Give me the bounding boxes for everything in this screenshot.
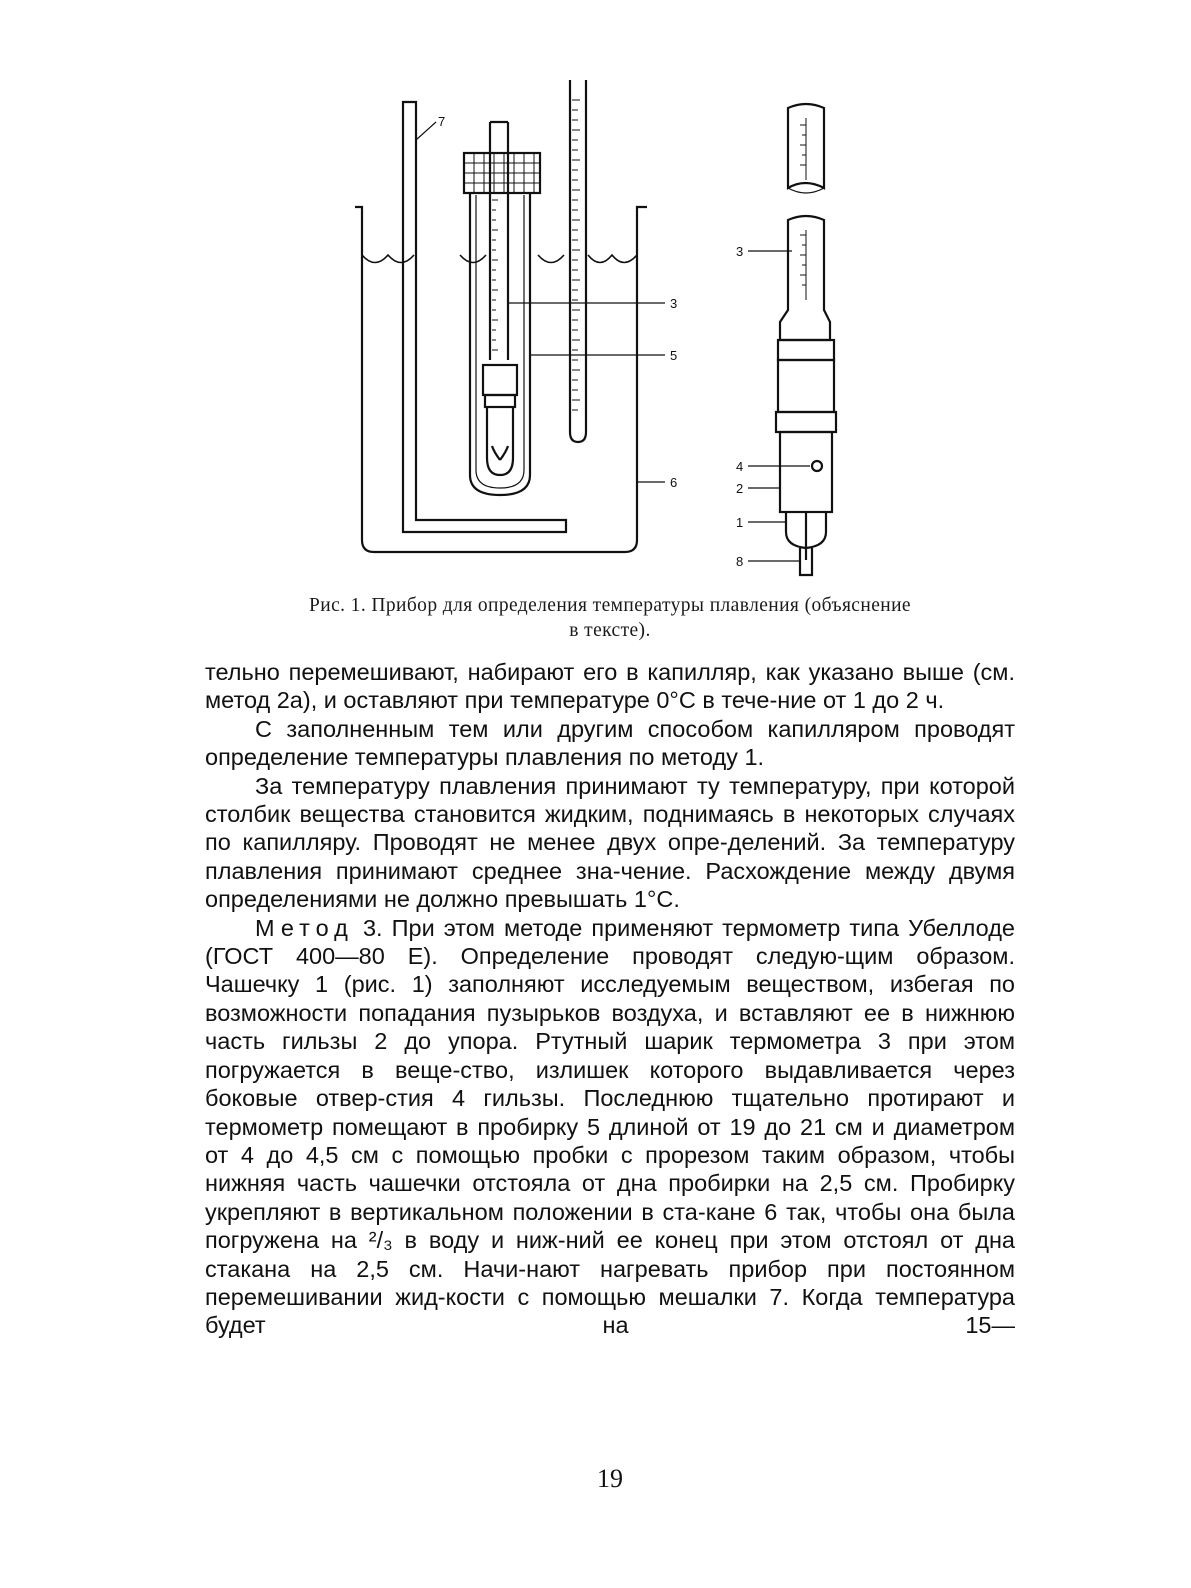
label-5: 5 (670, 348, 678, 363)
label-2: 2 (736, 481, 744, 496)
test-tube-5 (470, 190, 530, 495)
outer-thermometer (570, 80, 586, 442)
caption-line-1: Рис. 1. Прибор для определения температуры плавления (объяснение (309, 595, 911, 616)
paragraph-2: С заполненным тем или другим способом капилляром проводят определение температуры плавления по методу 1. (205, 715, 1015, 771)
label-1: 1 (736, 515, 744, 530)
label-7: 7 (438, 114, 446, 129)
method-heading: Метод (255, 914, 354, 941)
label-3-main: 3 (670, 296, 678, 311)
beaker-outline (355, 207, 647, 552)
paragraph-1: тельно перемешивают, набирают его в капилляр, как указано выше (см. метод 2а), и оставляют при температуре 0°С в тече-ние от 1 до 2 ч. (205, 659, 1015, 714)
page-number: 19 (597, 1464, 623, 1493)
caption-line-2: в тексте). (569, 620, 651, 641)
paragraph-3: За температуру плавления принимают ту температуру, при которой столбик вещества становится жидким, поднимаясь в некоторых случаях по капилляру. Проводят не менее двух опре-делений. За температуру плавления принимают среднее зна-чение. Расхождение между двумя определениями не должно превышать 1°С. (205, 772, 1015, 913)
label-4: 4 (736, 459, 744, 474)
label-3-detail: 3 (736, 244, 744, 259)
figure-apparatus (340, 70, 880, 590)
sleeve-2 (483, 365, 517, 395)
body-text (205, 658, 1015, 1340)
paragraph-4 (205, 914, 1015, 1340)
label-6: 6 (670, 475, 678, 490)
label-8: 8 (736, 554, 744, 569)
paragraph-4-text: 3. При этом методе применяют термометр типа Убеллоде (ГОСТ 400—80 Е). Определение проводят следую-щим образом. Чашечку 1 (рис. 1) заполняют исследуемым веществом, избегая по возможности попадания пузырьков воздуха, и вставляют ее в нижнюю часть гильзы 2 до упора. Ртутный шарик термометра 3 при этом погружается в веще-ство, излишек которого выдавливается через боковые отвер-стия 4 гильзы. Последнюю тщательно протирают и термометр помещают в пробирку 5 длиной от 19 до 21 см и диаметром от 4 до 4,5 см с помощью пробки с прорезом таким образом, чтобы нижняя часть чашечки отстояла от дна пробирки на 2,5 см. Пробирку укрепляют в вертикальном положении в ста-кане 6 так, чтобы она была погружена на ²/₃ в воду и ниж-ний ее конец при этом отстоял от дна стакана на 2,5 см. Начи-нают нагревать прибор при постоянном перемешивании жид-кости с помощью мешалки 7. Когда температура будет на 15— (205, 914, 1015, 1339)
figure-caption (205, 593, 1015, 643)
apparatus-drawing (340, 70, 880, 590)
